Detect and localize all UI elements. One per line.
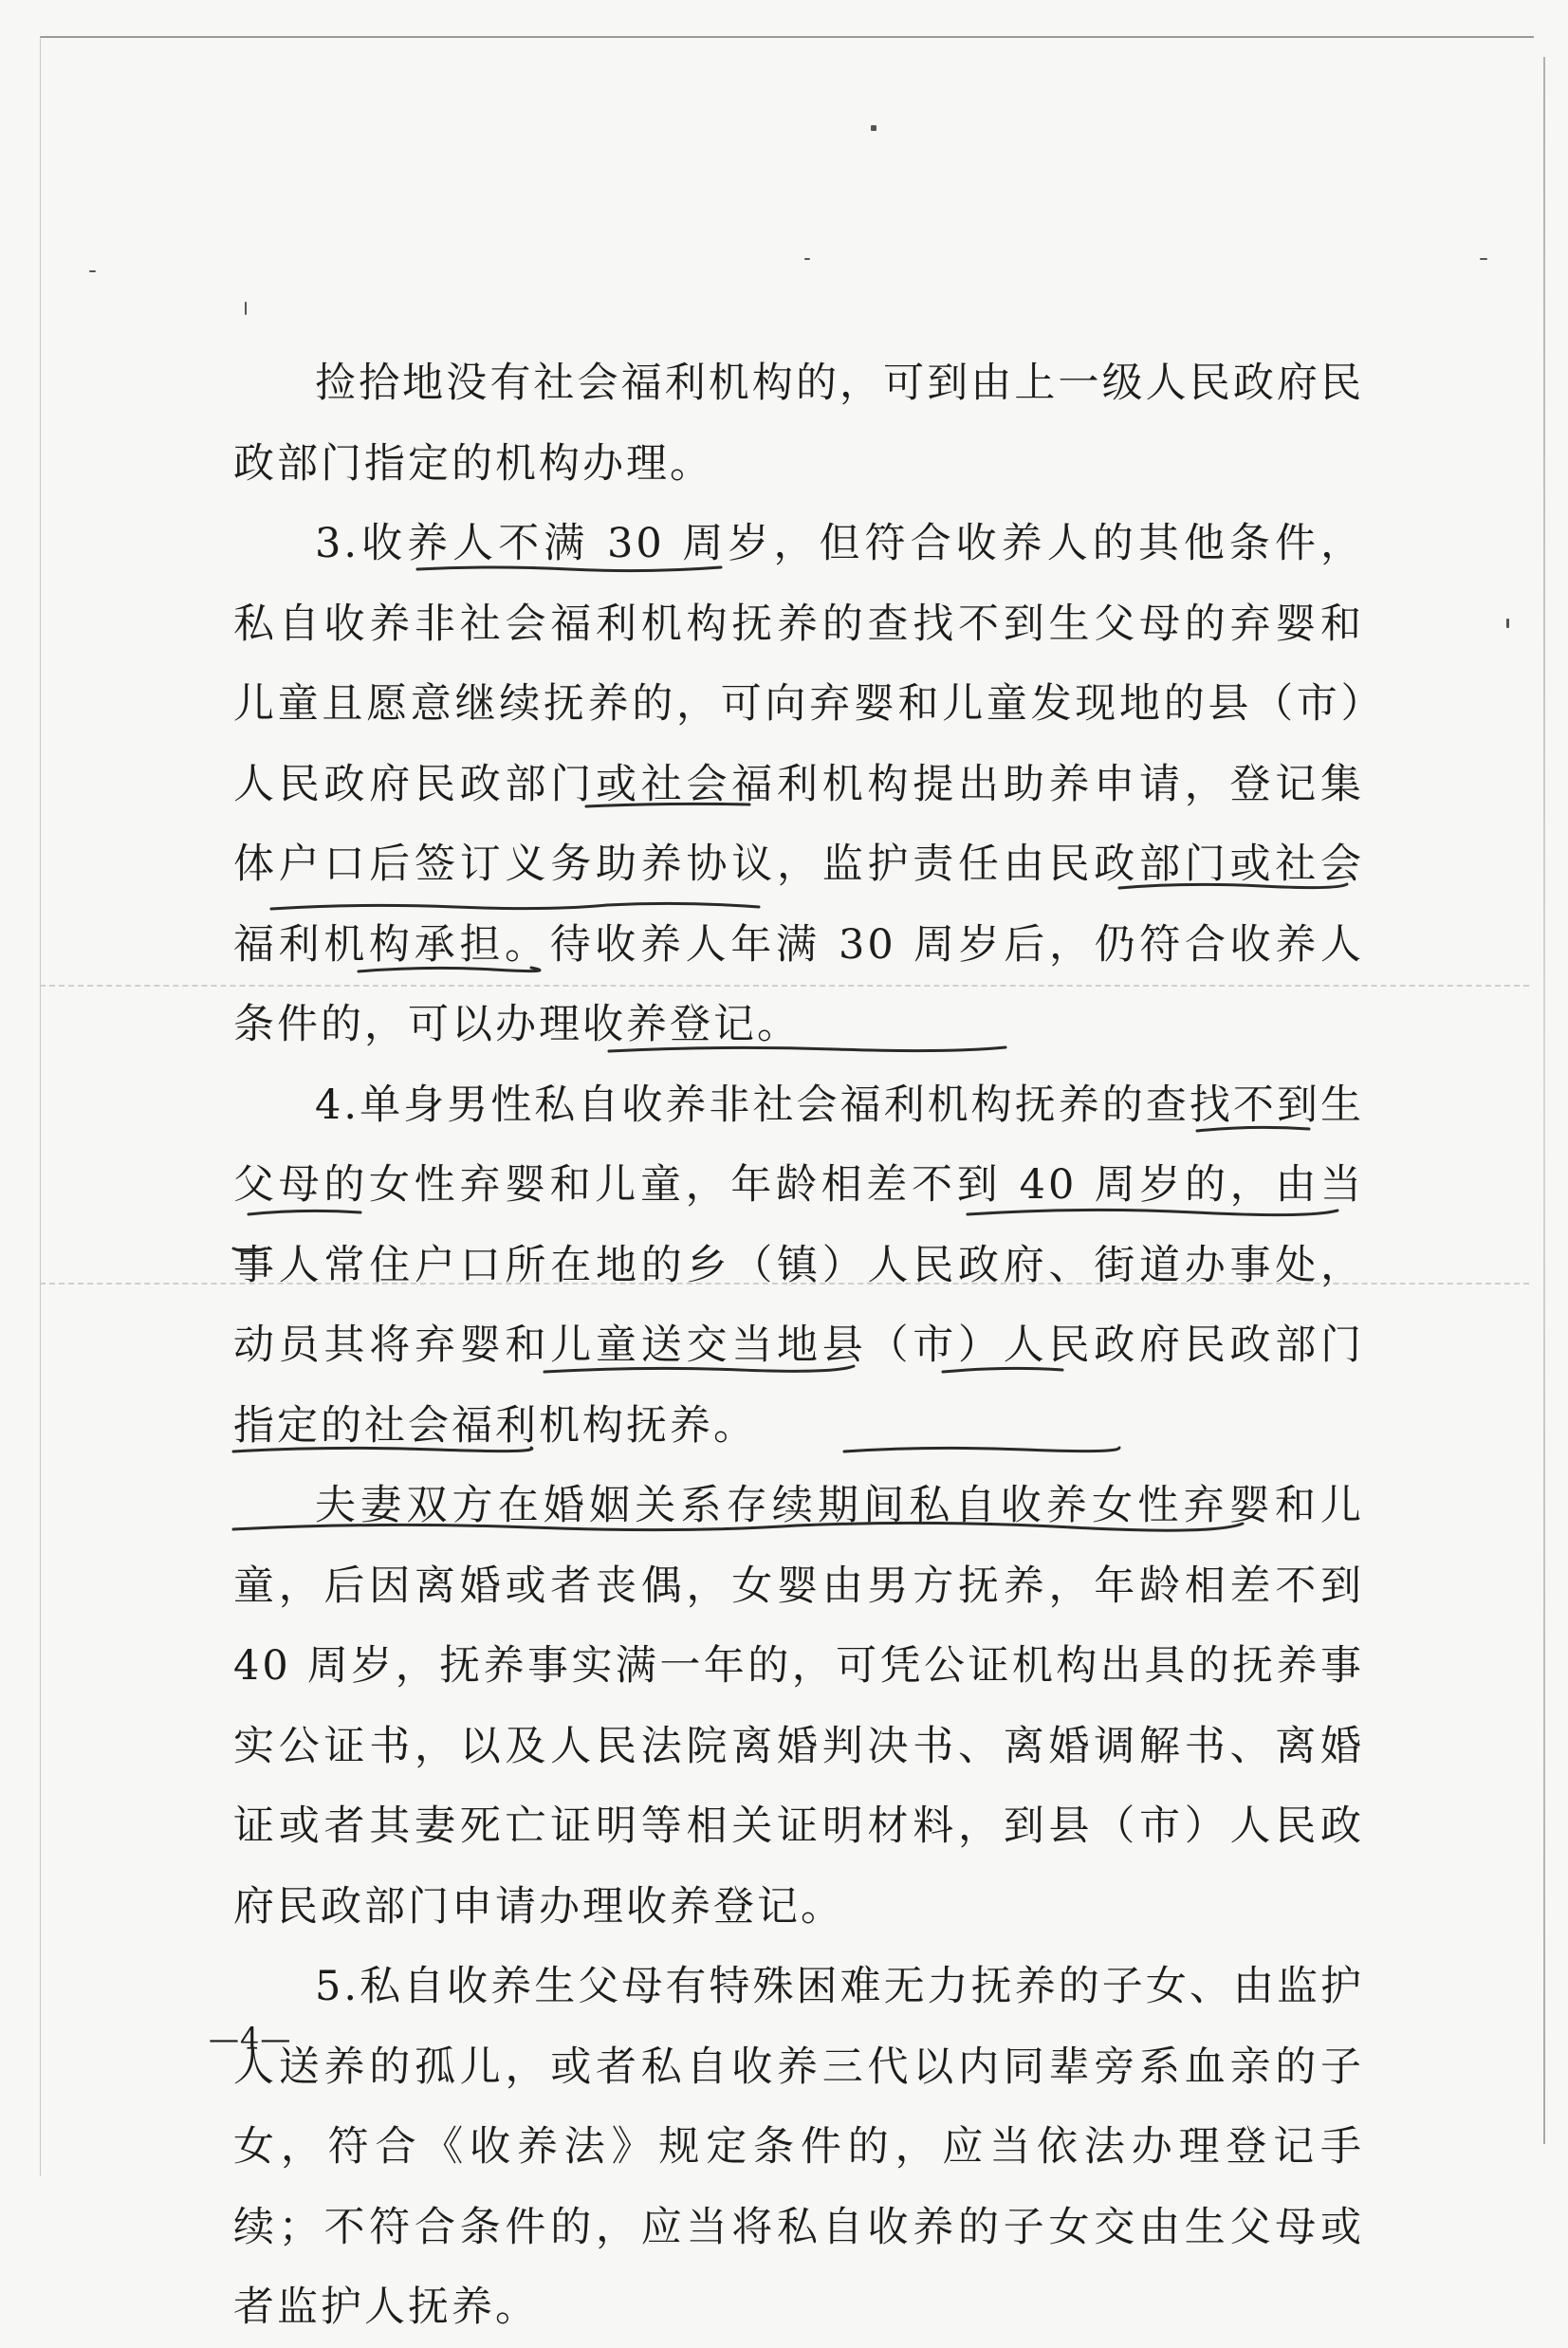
paragraph-item-5: 5.私自收养生父母有特殊困难无力抚养的子女、由监护人送养的孤儿，或者私自收养三代以内同辈旁系血亲的子女，符合《收养法》规定条件的，应当依法办理登记手续；不符合条件的，应当将私自收养的子女交由生父母或者监护人抚养。 xyxy=(233,1963,1364,2331)
scan-speck xyxy=(245,302,247,315)
scan-speck xyxy=(1480,258,1487,260)
scan-speck xyxy=(89,270,96,272)
page-number: —4— xyxy=(209,2021,292,2057)
scan-speck xyxy=(871,125,876,131)
scan-speck xyxy=(1506,619,1509,628)
scan-speck xyxy=(804,258,810,260)
paragraph-item-4: 4.单身男性私自收养非社会福利机构抚养的查找不到生父母的女性弃婴和儿童，年龄相差不到 40 周岁的，由当事人常住户口所在地的乡（镇）人民政府、街道办事处，动员其将弃婴和儿童送交当地县（市）人民政府民政部门指定的社会福利机构抚养。 xyxy=(233,1081,1364,1450)
document-body xyxy=(233,343,1364,2348)
scan-border-right xyxy=(1543,57,1545,2144)
paragraph-item-3: 3.收养人不满 30 周岁，但符合收养人的其他条件，私自收养非社会福利机构抚养的查找不到生父母的弃婴和儿童且愿意继续抚养的，可向弃婴和儿童发现地的县（市）人民政府民政部门或社会福利机构提出助养申请，登记集体户口后签订义务助养协议，监护责任由民政部门或社会福利机构承担。待收养人年满 30 周岁后，仍符合收养人条件的，可以办理收养登记。 xyxy=(233,520,1364,1048)
paragraph-continuation: 捡拾地没有社会福利机构的，可到由上一级人民政府民政部门指定的机构办理。 xyxy=(233,360,1364,488)
paragraph-couple: 夫妻双方在婚姻关系存续期间私自收养女性弃婴和儿童，后因离婚或者丧偶，女婴由男方抚养，年龄相差不到 40 周岁，抚养事实满一年的，可凭公证机构出具的抚养事实公证书，以及人民法院离婚判决书、离婚调解书、离婚证或者其妻死亡证明等相关证明材料，到县（市）人民政府民政部门申请办理收养登记。 xyxy=(233,1482,1364,1931)
